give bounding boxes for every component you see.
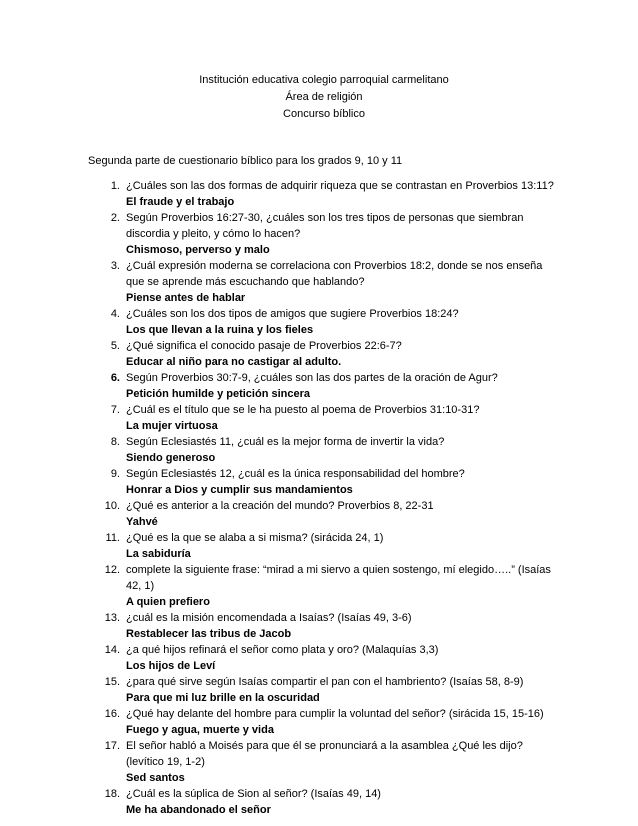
question-number: 14. — [104, 644, 120, 656]
question-text: Según Eclesiastés 12, ¿cuál es la única responsabilidad del hombre? — [126, 468, 465, 480]
answer-text: El fraude y el trabajo — [126, 196, 235, 208]
question-body — [126, 338, 556, 370]
answer-text: Chismoso, perverso y malo — [126, 244, 270, 256]
question-number: 12. — [104, 564, 120, 576]
list-item — [88, 562, 556, 610]
contest-name: Concurso bíblico — [283, 108, 365, 120]
list-item — [88, 530, 556, 562]
list-item — [88, 402, 556, 434]
list-item — [88, 706, 556, 738]
answer-text: A quien prefiero — [126, 596, 210, 608]
question-body — [126, 738, 556, 786]
answer-text: Honrar a Dios y cumplir sus mandamientos — [126, 484, 353, 496]
list-item — [88, 610, 556, 642]
question-body — [126, 642, 556, 674]
question-body — [126, 306, 556, 338]
answer-text: Me ha abandonado el señor — [126, 804, 271, 816]
question-text: complete la siguiente frase: “mirad a mi siervo a quien sostengo, mí elegido…..” (Isaías 42, 1) — [126, 564, 551, 592]
question-text: ¿Qué es la que se alaba a si misma? (sirácida 24, 1) — [126, 532, 384, 544]
question-text: ¿Cuál es el título que se le ha puesto al poema de Proverbios 31:10-31? — [126, 404, 480, 416]
answer-text: Para que mi luz brille en la oscuridad — [126, 692, 320, 704]
question-number: 9. — [110, 468, 120, 480]
list-item — [88, 498, 556, 530]
question-number: 5. — [110, 340, 120, 352]
list-item — [88, 210, 556, 258]
list-item — [88, 642, 556, 674]
list-item — [88, 178, 556, 210]
question-body — [126, 402, 556, 434]
list-item — [88, 466, 556, 498]
question-text: ¿Qué es anterior a la creación del mundo? Proverbios 8, 22-31 — [126, 500, 434, 512]
question-number: 15. — [104, 676, 120, 688]
answer-text: Piense antes de hablar — [126, 292, 246, 304]
question-number: 18. — [104, 788, 120, 800]
institution-name: Institución educativa colegio parroquial carmelitano — [199, 74, 449, 86]
question-text: Según Eclesiastés 11, ¿cuál es la mejor forma de invertir la vida? — [126, 436, 445, 448]
area-name: Área de religión — [285, 91, 363, 103]
question-number: 3. — [110, 260, 120, 272]
question-number: 16. — [104, 708, 120, 720]
question-body — [126, 466, 556, 498]
list-item — [88, 786, 556, 818]
question-text: Según Proverbios 30:7-9, ¿cuáles son las dos partes de la oración de Agur? — [126, 372, 498, 384]
answer-text: Restablecer las tribus de Jacob — [126, 628, 292, 640]
question-body — [126, 706, 556, 738]
list-item — [88, 258, 556, 306]
question-text: ¿a qué hijos refinará el señor como plata y oro? (Malaquías 3,3) — [126, 644, 439, 656]
answer-text: La mujer virtuosa — [126, 420, 218, 432]
document-header — [0, 72, 638, 123]
question-number: 2. — [110, 212, 120, 224]
question-number: 4. — [110, 308, 120, 320]
answer-text: La sabiduría — [126, 548, 191, 560]
question-text: ¿para qué sirve según Isaías compartir el pan con el hambriento? (Isaías 58, 8-9) — [126, 676, 524, 688]
list-item — [88, 738, 556, 786]
question-text: ¿Cuáles son los dos tipos de amigos que sugiere Proverbios 18:24? — [126, 308, 459, 320]
question-body — [126, 786, 556, 818]
question-text: ¿Cuáles son las dos formas de adquirir riqueza que se contrastan en Proverbios 13:11? — [126, 180, 554, 192]
question-body — [126, 562, 556, 610]
question-text: ¿Qué significa el conocido pasaje de Proverbios 22:6-7? — [126, 340, 402, 352]
question-body — [126, 434, 556, 466]
question-body — [126, 674, 556, 706]
answer-text: Educar al niño para no castigar al adulto. — [126, 356, 342, 368]
answer-text: Yahvé — [126, 516, 158, 528]
question-body — [126, 610, 556, 642]
list-item — [88, 370, 556, 402]
question-number: 7. — [110, 404, 120, 416]
question-text: ¿Cuál expresión moderna se correlaciona con Proverbios 18:2, donde se nos enseña que se aprende más escuchando que hablando? — [126, 260, 543, 288]
question-number: 11. — [105, 532, 120, 544]
list-item — [88, 674, 556, 706]
question-text: Según Proverbios 16:27-30, ¿cuáles son los tres tipos de personas que siembran discordia y pleito, y cómo lo hacen? — [126, 212, 524, 240]
list-item — [88, 434, 556, 466]
question-text: ¿Cuál es la súplica de Sion al señor? (Isaías 49, 14) — [126, 788, 381, 800]
list-item — [88, 338, 556, 370]
question-text: El señor habló a Moisés para que él se pronunciará a la asamblea ¿Qué les dijo? (levítico 19, 1-2) — [126, 740, 523, 768]
question-number: 10. — [104, 500, 120, 512]
question-text: ¿cuál es la misión encomendada a Isaías? (Isaías 49, 3-6) — [126, 612, 412, 624]
question-number: 1. — [110, 180, 120, 192]
question-number: 17. — [104, 740, 120, 752]
question-number: 6. — [110, 372, 120, 384]
answer-text: Petición humilde y petición sincera — [126, 388, 310, 400]
question-list — [88, 178, 556, 818]
list-item — [88, 306, 556, 338]
answer-text: Los hijos de Leví — [126, 660, 216, 672]
answer-text: Sed santos — [126, 772, 185, 784]
question-number: 8. — [110, 436, 120, 448]
question-text: ¿Qué hay delante del hombre para cumplir la voluntad del señor? (sirácida 15, 15-16) — [126, 708, 544, 720]
question-body — [126, 178, 556, 210]
question-number: 13. — [104, 612, 120, 624]
question-body — [126, 370, 556, 402]
question-body — [126, 498, 556, 530]
answer-text: Fuego y agua, muerte y vida — [126, 724, 274, 736]
questionnaire-intro: Segunda parte de cuestionario bíblico para los grados 9, 10 y 11 — [88, 155, 403, 167]
question-body — [126, 530, 556, 562]
answer-text: Los que llevan a la ruina y los fieles — [126, 324, 314, 336]
question-body — [126, 258, 556, 306]
answer-text: Siendo generoso — [126, 452, 216, 464]
question-body — [126, 210, 556, 258]
